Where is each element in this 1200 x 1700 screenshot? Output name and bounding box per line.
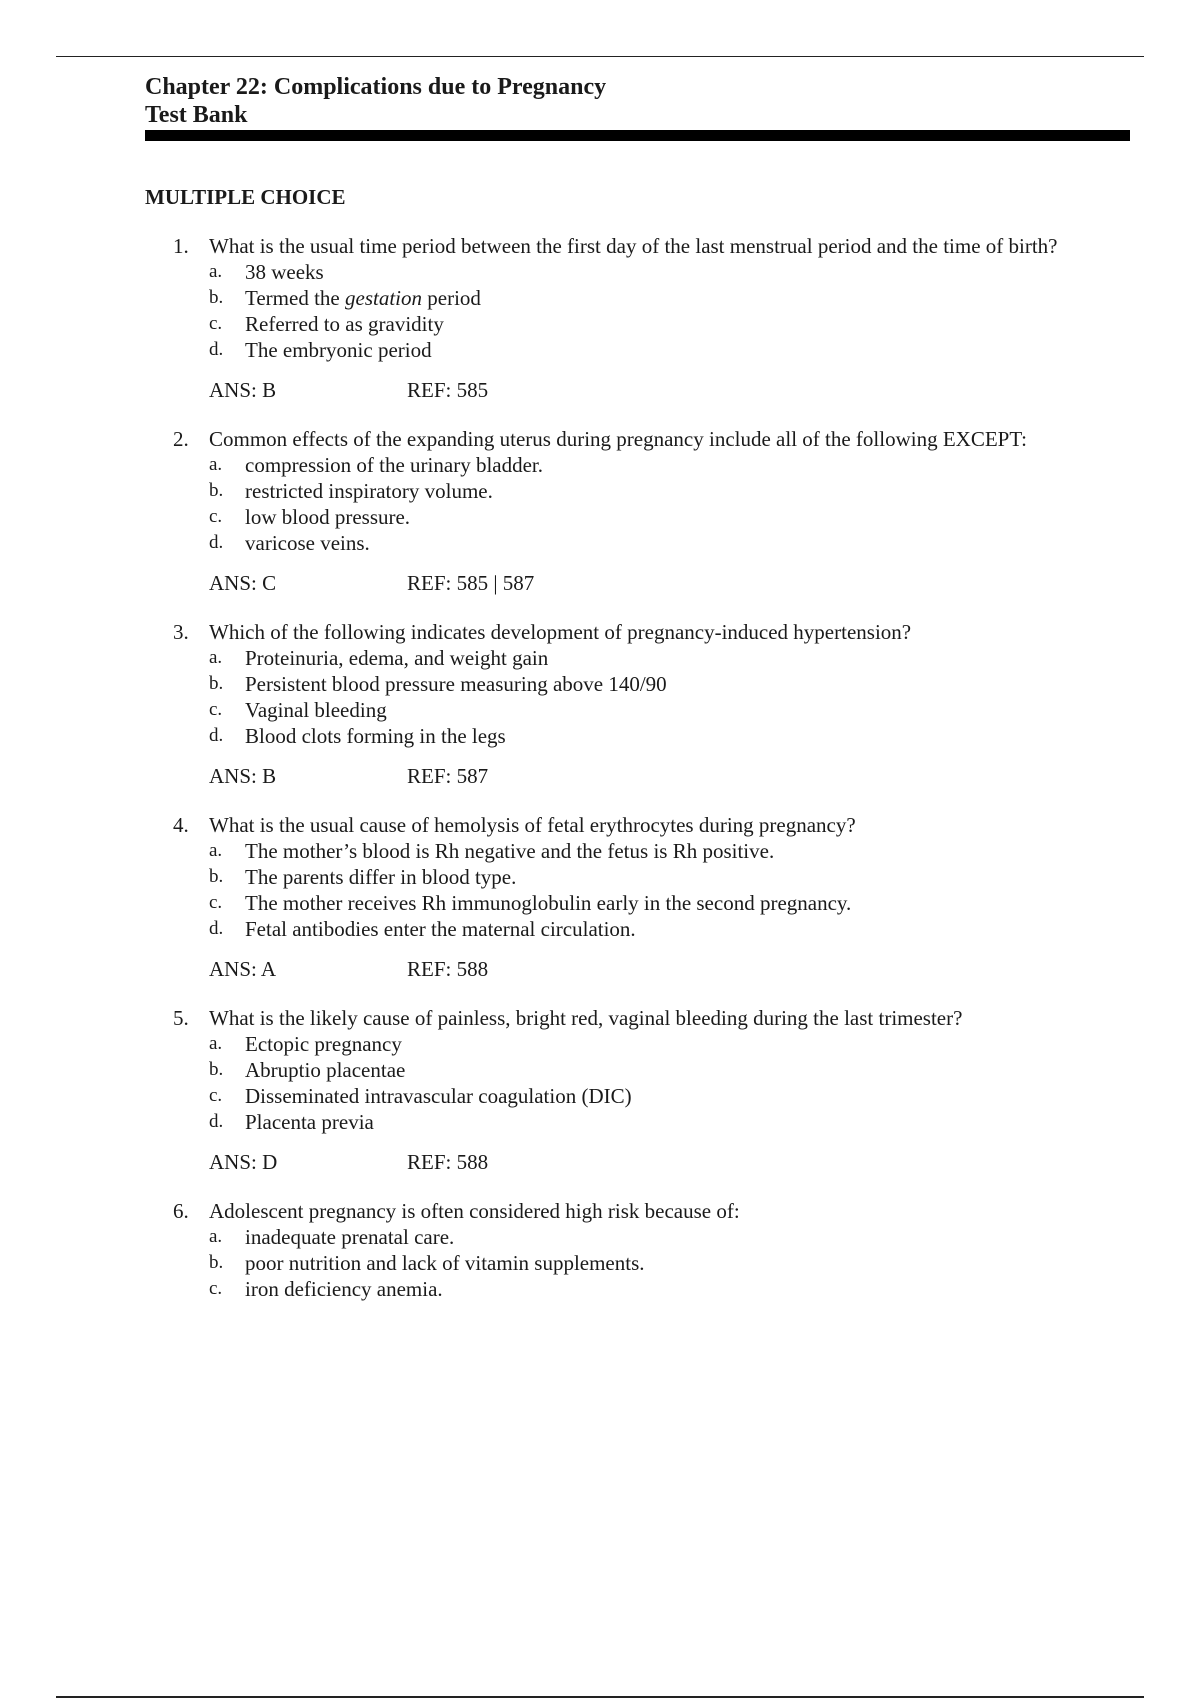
option-text: Disseminated intravascular coagulation (DIC) (245, 1084, 632, 1108)
option-b (209, 1250, 1130, 1276)
option-c (209, 890, 1130, 916)
option-text: low blood pressure. (245, 505, 411, 529)
option-text-italic: gestation (345, 286, 422, 310)
option-c (209, 504, 1130, 530)
question-2 (145, 426, 1130, 596)
option-text: Proteinuria, edema, and weight gain (245, 646, 549, 670)
option-text (245, 285, 481, 311)
option-d (209, 723, 1130, 749)
chapter-title: Chapter 22: Complications due to Pregnancy (145, 74, 607, 100)
option-letter: c. (209, 506, 223, 527)
question-1 (145, 233, 1130, 403)
option-letter: c. (209, 699, 223, 720)
option-b (209, 1057, 1130, 1083)
answer-row (209, 377, 1130, 403)
option-text: 38 weeks (245, 260, 324, 284)
option-letter: a. (209, 454, 223, 475)
option-text: The parents differ in blood type. (245, 865, 517, 889)
top-rule (56, 56, 1144, 57)
option-a (209, 452, 1130, 478)
answer-row (209, 763, 1130, 789)
option-letter: d. (209, 725, 224, 746)
option-b (209, 864, 1130, 890)
option-b (209, 285, 1130, 311)
option-d (209, 916, 1130, 942)
option-a (209, 1224, 1130, 1250)
answer-key: ANS: C (209, 571, 277, 595)
option-c (209, 697, 1130, 723)
option-text: The mother’s blood is Rh negative and the fetus is Rh positive. (245, 839, 775, 863)
option-a (209, 1031, 1130, 1057)
option-a (209, 645, 1130, 671)
question-4 (145, 812, 1130, 982)
section-heading: MULTIPLE CHOICE (145, 185, 346, 209)
option-letter: a. (209, 647, 223, 668)
question-number: 1. (173, 234, 189, 258)
page-reference: REF: 585 (407, 378, 489, 402)
test-bank-subtitle: Test Bank (145, 102, 248, 128)
option-letter: d. (209, 1111, 224, 1132)
option-text: Placenta previa (245, 1110, 374, 1134)
option-letter: b. (209, 1059, 224, 1080)
question-stem: What is the likely cause of painless, bright red, vaginal bleeding during the last trimester? (209, 1006, 963, 1030)
document-page (145, 72, 1130, 1302)
question-number: 5. (173, 1006, 189, 1030)
question-stem: What is the usual cause of hemolysis of fetal erythrocytes during pregnancy? (209, 813, 856, 837)
option-text: The embryonic period (245, 338, 432, 362)
header-divider (145, 130, 1130, 141)
option-letter: b. (209, 287, 224, 308)
option-letter: b. (209, 1252, 224, 1273)
question-number: 2. (173, 427, 189, 451)
question-3 (145, 619, 1130, 789)
option-letter: a. (209, 840, 223, 861)
question-5 (145, 1005, 1130, 1175)
option-text: compression of the urinary bladder. (245, 453, 543, 477)
question-number: 3. (173, 620, 189, 644)
option-d (209, 1109, 1130, 1135)
answer-key: ANS: A (209, 957, 277, 981)
question-6 (145, 1198, 1130, 1302)
option-c (209, 311, 1130, 337)
option-text: varicose veins. (245, 531, 370, 555)
question-stem: What is the usual time period between the first day of the last menstrual period and the time of birth? (209, 234, 1058, 258)
option-text: Abruptio placentae (245, 1058, 406, 1082)
option-letter: c. (209, 892, 223, 913)
option-letter: c. (209, 1278, 223, 1299)
option-letter: d. (209, 918, 224, 939)
option-letter: d. (209, 532, 224, 553)
option-text: inadequate prenatal care. (245, 1225, 455, 1249)
option-letter: a. (209, 1226, 223, 1247)
bottom-rule (56, 1696, 1144, 1698)
option-d (209, 337, 1130, 363)
answer-row (209, 1149, 1130, 1175)
answer-row (209, 956, 1130, 982)
answer-key: ANS: D (209, 1150, 278, 1174)
answer-row (209, 570, 1130, 596)
option-text-after: period (422, 286, 481, 310)
option-letter: d. (209, 339, 224, 360)
option-b (209, 671, 1130, 697)
answer-key: ANS: B (209, 764, 277, 788)
option-letter: a. (209, 1033, 223, 1054)
option-text: Ectopic pregnancy (245, 1032, 402, 1056)
option-letter: a. (209, 261, 223, 282)
option-text-before: Termed the (245, 286, 345, 310)
answer-key: ANS: B (209, 378, 277, 402)
question-number: 4. (173, 813, 189, 837)
page-reference: REF: 587 (407, 764, 489, 788)
question-stem: Which of the following indicates development of pregnancy-induced hypertension? (209, 620, 912, 644)
question-number: 6. (173, 1199, 189, 1223)
option-letter: b. (209, 673, 224, 694)
option-text: poor nutrition and lack of vitamin supplements. (245, 1251, 645, 1275)
option-c (209, 1083, 1130, 1109)
page-reference: REF: 588 (407, 1150, 489, 1174)
option-letter: c. (209, 313, 223, 334)
option-b (209, 478, 1130, 504)
option-letter: b. (209, 480, 224, 501)
option-text: restricted inspiratory volume. (245, 479, 493, 503)
option-c (209, 1276, 1130, 1302)
option-d (209, 530, 1130, 556)
option-text: Referred to as gravidity (245, 312, 444, 336)
page-reference: REF: 585 | 587 (407, 571, 535, 595)
question-stem: Common effects of the expanding uterus during pregnancy include all of the following EXCEPT: (209, 427, 1027, 451)
option-text: The mother receives Rh immunoglobulin early in the second pregnancy. (245, 891, 852, 915)
option-a (209, 838, 1130, 864)
option-text: Blood clots forming in the legs (245, 724, 506, 748)
option-text: Fetal antibodies enter the maternal circulation. (245, 917, 636, 941)
option-text: Persistent blood pressure measuring above 140/90 (245, 672, 667, 696)
option-a (209, 259, 1130, 285)
option-letter: b. (209, 866, 224, 887)
option-text: iron deficiency anemia. (245, 1277, 443, 1301)
option-text: Vaginal bleeding (245, 698, 387, 722)
question-stem: Adolescent pregnancy is often considered high risk because of: (209, 1199, 740, 1223)
page-reference: REF: 588 (407, 957, 489, 981)
option-letter: c. (209, 1085, 223, 1106)
